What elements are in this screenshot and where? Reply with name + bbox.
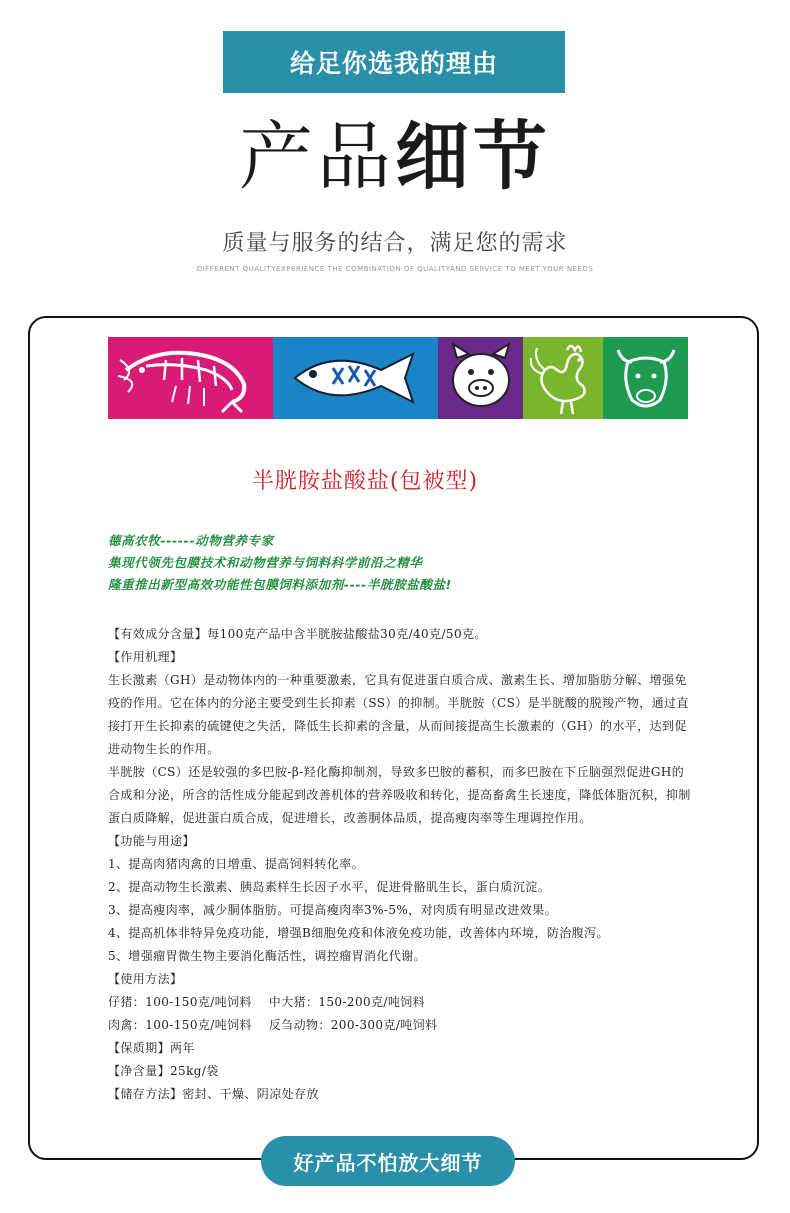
product-title: 半胱胺盐酸盐(包被型)	[251, 469, 479, 494]
function-item: 3、提高瘦肉率，减少胴体脂肪。可提高瘦肉率3%-5%，对肉质有明显改进效果。	[108, 903, 557, 917]
page-title	[0, 112, 790, 202]
reason-banner: 给足你选我的理由	[223, 31, 565, 93]
function-item: 4、提高机体非特异免疫功能，增强B细胞免疫和体液免疫功能，改善体内环境，防治腹泻。	[108, 926, 609, 940]
shelf-life: 【保质期】两年	[108, 1041, 195, 1055]
cow-icon	[608, 340, 684, 416]
usage-line: 仔猪：100-150克/吨饲料 中大猪：150-200克/吨饲料	[108, 995, 426, 1009]
page-title-bold: 细节	[395, 114, 551, 200]
function-item: 2、提高动物生长激素、胰岛素样生长因子水平，促进骨骼肌生长，蛋白质沉淀。	[108, 880, 551, 894]
rooster-icon	[527, 340, 599, 416]
slogan-line: 集现代领先包膜技术和动物营养与饲料科学前沿之精华	[108, 555, 423, 570]
product-details	[108, 623, 693, 1106]
rooster-tile	[523, 337, 603, 419]
mechanism-paragraph: 生长激素（GH）是动物体内的一种重要激素，它具有促进蛋白质合成、激素生长、增加脂肪分解、增强免疫的作用。它在体内的分泌主要受到生长抑素（SS）的抑制。半胱胺（CS）是半胱酸的脱羧产物，通过直接打开生长抑素的硫键使之失活，降低生长抑素的含量，从而间接提高生长激素的（GH）的水平，达到促进动物生长的作用。	[108, 673, 689, 756]
animal-strip	[108, 337, 688, 419]
pig-tile	[438, 337, 523, 419]
shrimp-tile	[108, 337, 273, 419]
slogan-line: 隆重推出新型高效功能性包膜饲料添加剂----半胱胺盐酸盐!	[108, 577, 452, 592]
function-item: 1、提高肉猪肉禽的日增重、提高饲料转化率。	[108, 857, 365, 871]
pig-icon	[443, 340, 519, 416]
page-subtitle: 质量与服务的结合，满足您的需求	[222, 231, 568, 256]
mechanism-header: 【作用机理】	[108, 650, 183, 664]
usage-header: 【使用方法】	[108, 972, 183, 986]
page-title-thin: 产品	[239, 114, 395, 200]
page-subtitle-english: DIFFERENT QUALITYEXPERIENCE THE COMBINATION OF QUALITYAND SERVICE TO MEET YOUR NEEDS	[196, 265, 594, 273]
slogan-line: 德高农牧------动物营养专家	[108, 533, 274, 548]
function-item: 5、增强瘤胃微生物主要消化酶活性，调控瘤胃消化代谢。	[108, 949, 427, 963]
fish-tile	[273, 337, 438, 419]
net-content: 【净含量】25kg/袋	[108, 1064, 219, 1078]
cow-tile	[603, 337, 688, 419]
shrimp-icon	[116, 340, 266, 416]
function-header: 【功能与用途】	[108, 834, 195, 848]
content-line: 【有效成分含量】每100克产品中含半胱胺盐酸盐30克/40克/50克。	[108, 627, 487, 641]
slogan-list	[108, 530, 452, 596]
mechanism-paragraph: 半胱胺（CS）还是较强的多巴胺-β-羟化酶抑制剂，导致多巴胺的蓄积，而多巴胺在下丘脑强烈促进GH的合成和分泌，所含的活性成分能起到改善机体的营养吸收和转化，提高畜禽生长速度，降低体脂沉积，抑制蛋白质降解，促进蛋白质合成，促进增长，改善胴体品质，提高瘦肉率等生理调控作用。	[108, 765, 691, 825]
storage-method: 【储存方法】密封、干燥、阴凉处存放	[108, 1087, 319, 1101]
usage-line: 肉禽：100-150克/吨饲料 反刍动物：200-300克/吨饲料	[108, 1018, 438, 1032]
fish-icon	[281, 340, 431, 416]
footer-pill: 好产品不怕放大细节	[261, 1136, 515, 1186]
